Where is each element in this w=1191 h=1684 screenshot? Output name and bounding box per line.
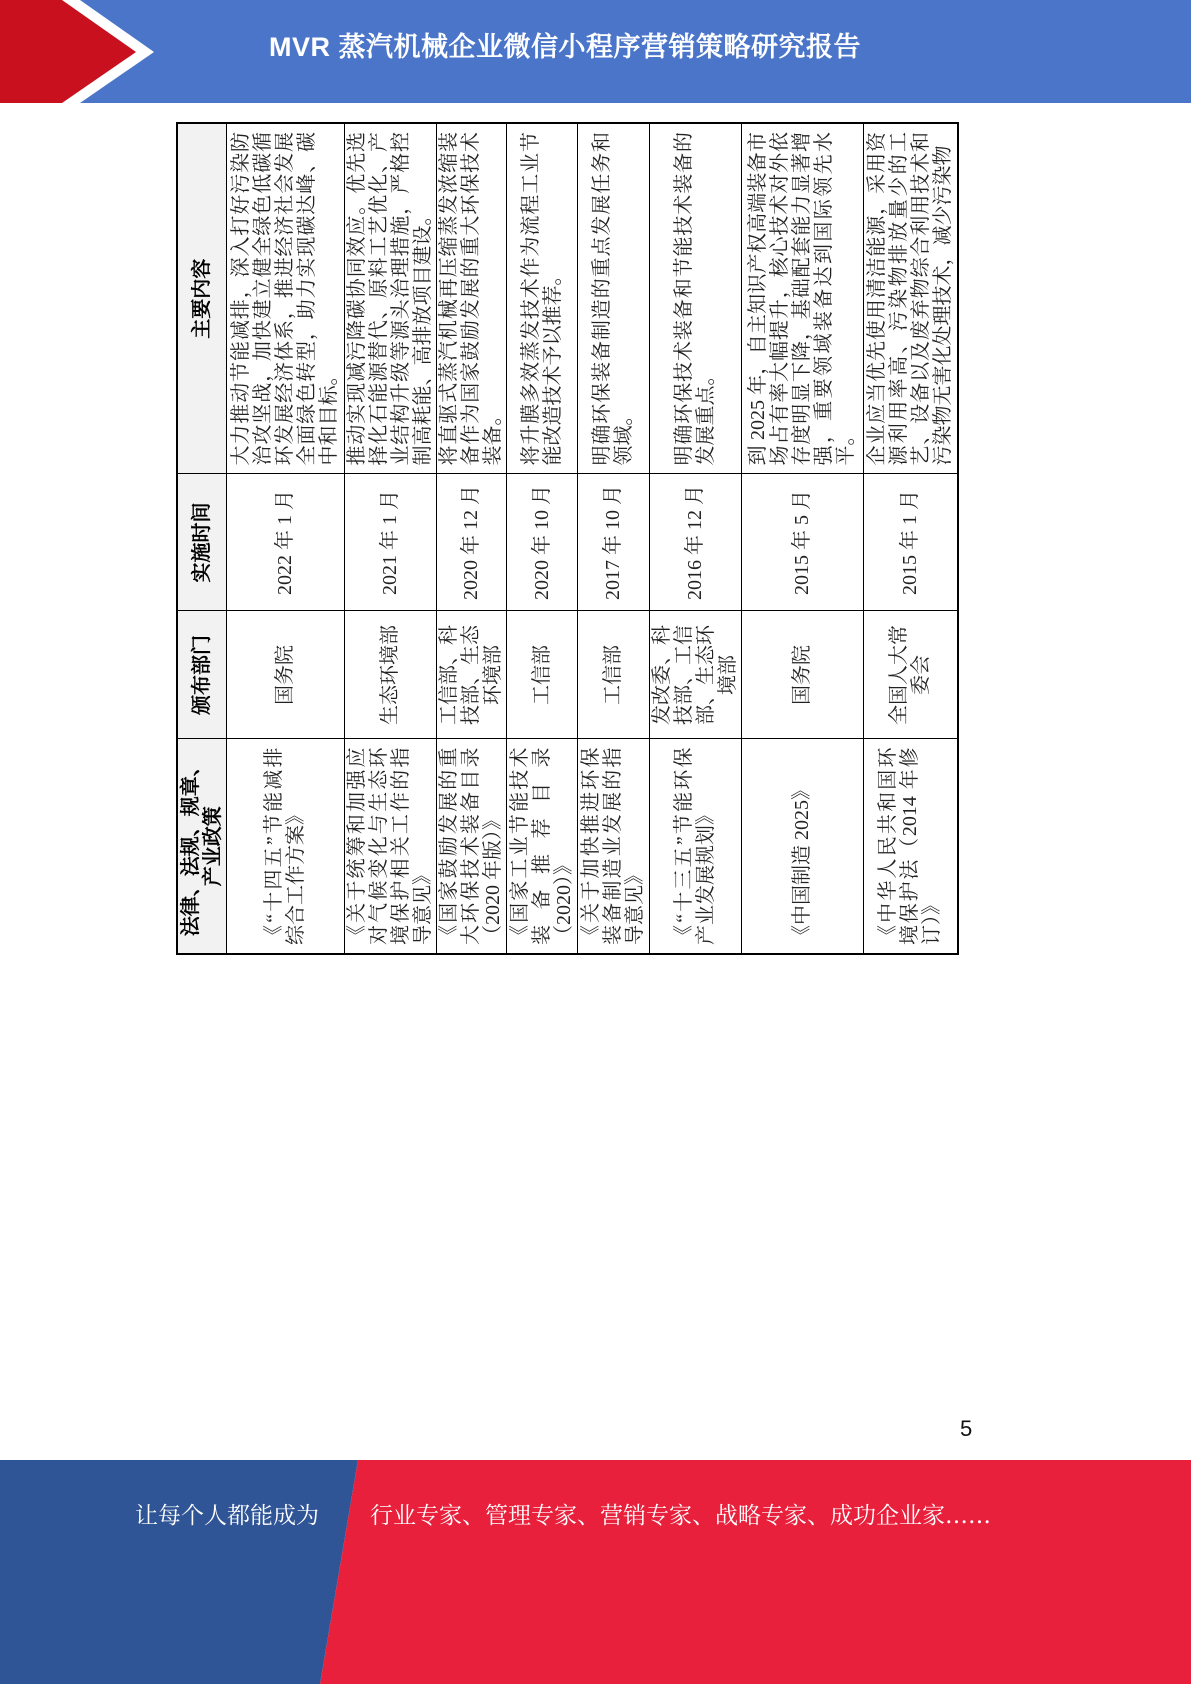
footer-red-band [320,1460,1191,1684]
date-cell: 2015 年 1 月 [863,474,958,611]
content-cell: 到 2025 年，自主知识产权高端装备市场占有率大幅提升，核心技术对外依存度明显下降，基础配套能力显著增强，重要领域装备达到国际领先水平。 [741,123,863,474]
date-cell: 2020 年 12 月 [436,474,506,611]
policy-name-cell: 《中华人民共和国环境保护法（2014 年修订）》 [863,739,958,954]
footer-banner-graphic [0,1460,1191,1684]
department-cell: 工信部 [577,611,649,739]
department-cell: 全国人大常委会 [863,611,958,739]
report-title: MVR 蒸汽机械企业微信小程序营销策略研究报告 [269,32,861,62]
page-number: 5 [960,1416,973,1441]
table-row [344,123,436,954]
table-header-row [177,123,226,954]
header-banner [0,0,1191,103]
content-cell: 将直驱式蒸汽机械再压缩蒸发浓缩装备作为国家鼓励发展的重大环保技术装备。 [436,123,506,474]
table-row [436,123,506,954]
policy-name-cell: 《国家工业节能技术装备推荐目录（2020）》 [506,739,577,954]
policy-name-cell: 《“十三五”节能环保产业发展规划》 [649,739,741,954]
department-cell: 工信部 [506,611,577,739]
content-cell: 明确环保技术装备和节能技术装备的发展重点。 [649,123,741,474]
content-cell: 企业应当优先使用清洁能源，采用资源利用率高、污染物排放量少的工艺、设备以及废弃物综合利用技术和污染物无害化处理技术，减少污染物 [863,123,958,474]
footer-slogan-lead: 让每个人都能成为 [135,1503,319,1529]
department-cell: 国务院 [226,611,344,739]
table-row [226,123,344,954]
date-cell: 2020 年 10 月 [506,474,577,611]
table-row [741,123,863,954]
content-cell: 大力推动节能减排，深入打好污染防治攻坚战，加快建立健全绿色低碳循环发展经济体系，推进经济社会发展全面绿色转型，助力实现碳达峰、碳中和目标。 [226,123,344,474]
table-row [506,123,577,954]
policy-name-cell: 《“十四五”节能减排综合工作方案》 [226,739,344,954]
department-cell: 生态环境部 [344,611,436,739]
date-cell: 2015 年 5 月 [741,474,863,611]
column-header-content: 主要内容 [177,123,226,474]
table-row [649,123,741,954]
policy-table-container [176,124,957,955]
policy-name-cell: 《中国制造 2025》 [741,739,863,954]
column-header-policy: 法律、法规、规章、产业政策 [177,739,226,954]
content-cell: 推动实现减污降碳协同效应。优先选择化石能源替代、原料工艺优化、产业结构升级等源头治理措施，严格控制高耗能、高排放项目建设。 [344,123,436,474]
footer-banner [0,1460,1191,1684]
department-cell: 发改委、科技部、工信部、生态环境部 [649,611,741,739]
policy-name-cell: 《国家鼓励发展的重大环保技术装备目录（2020 年版）》 [436,739,506,954]
policy-name-cell: 《关于加快推进环保装备制造业发展的指导意见》 [577,739,649,954]
policy-table [176,122,959,955]
table-row [577,123,649,954]
department-cell: 工信部、科技部、生态环境部 [436,611,506,739]
column-header-date: 实施时间 [177,474,226,611]
date-cell: 2022 年 1 月 [226,474,344,611]
footer-slogan-roles: 行业专家、管理专家、营销专家、战略专家、成功企业家…… [370,1503,991,1529]
column-header-department: 颁布部门 [177,611,226,739]
table-row [863,123,958,954]
content-cell: 将升膜多效蒸发技术作为流程工业节能改造技术予以推荐。 [506,123,577,474]
department-cell: 国务院 [741,611,863,739]
policy-name-cell: 《关于统筹和加强应对气候变化与生态环境保护相关工作的指导意见》 [344,739,436,954]
date-cell: 2017 年 10 月 [577,474,649,611]
date-cell: 2016 年 12 月 [649,474,741,611]
date-cell: 2021 年 1 月 [344,474,436,611]
footer-blue-band [0,1460,358,1684]
content-cell: 明确环保装备制造的重点发展任务和领域。 [577,123,649,474]
